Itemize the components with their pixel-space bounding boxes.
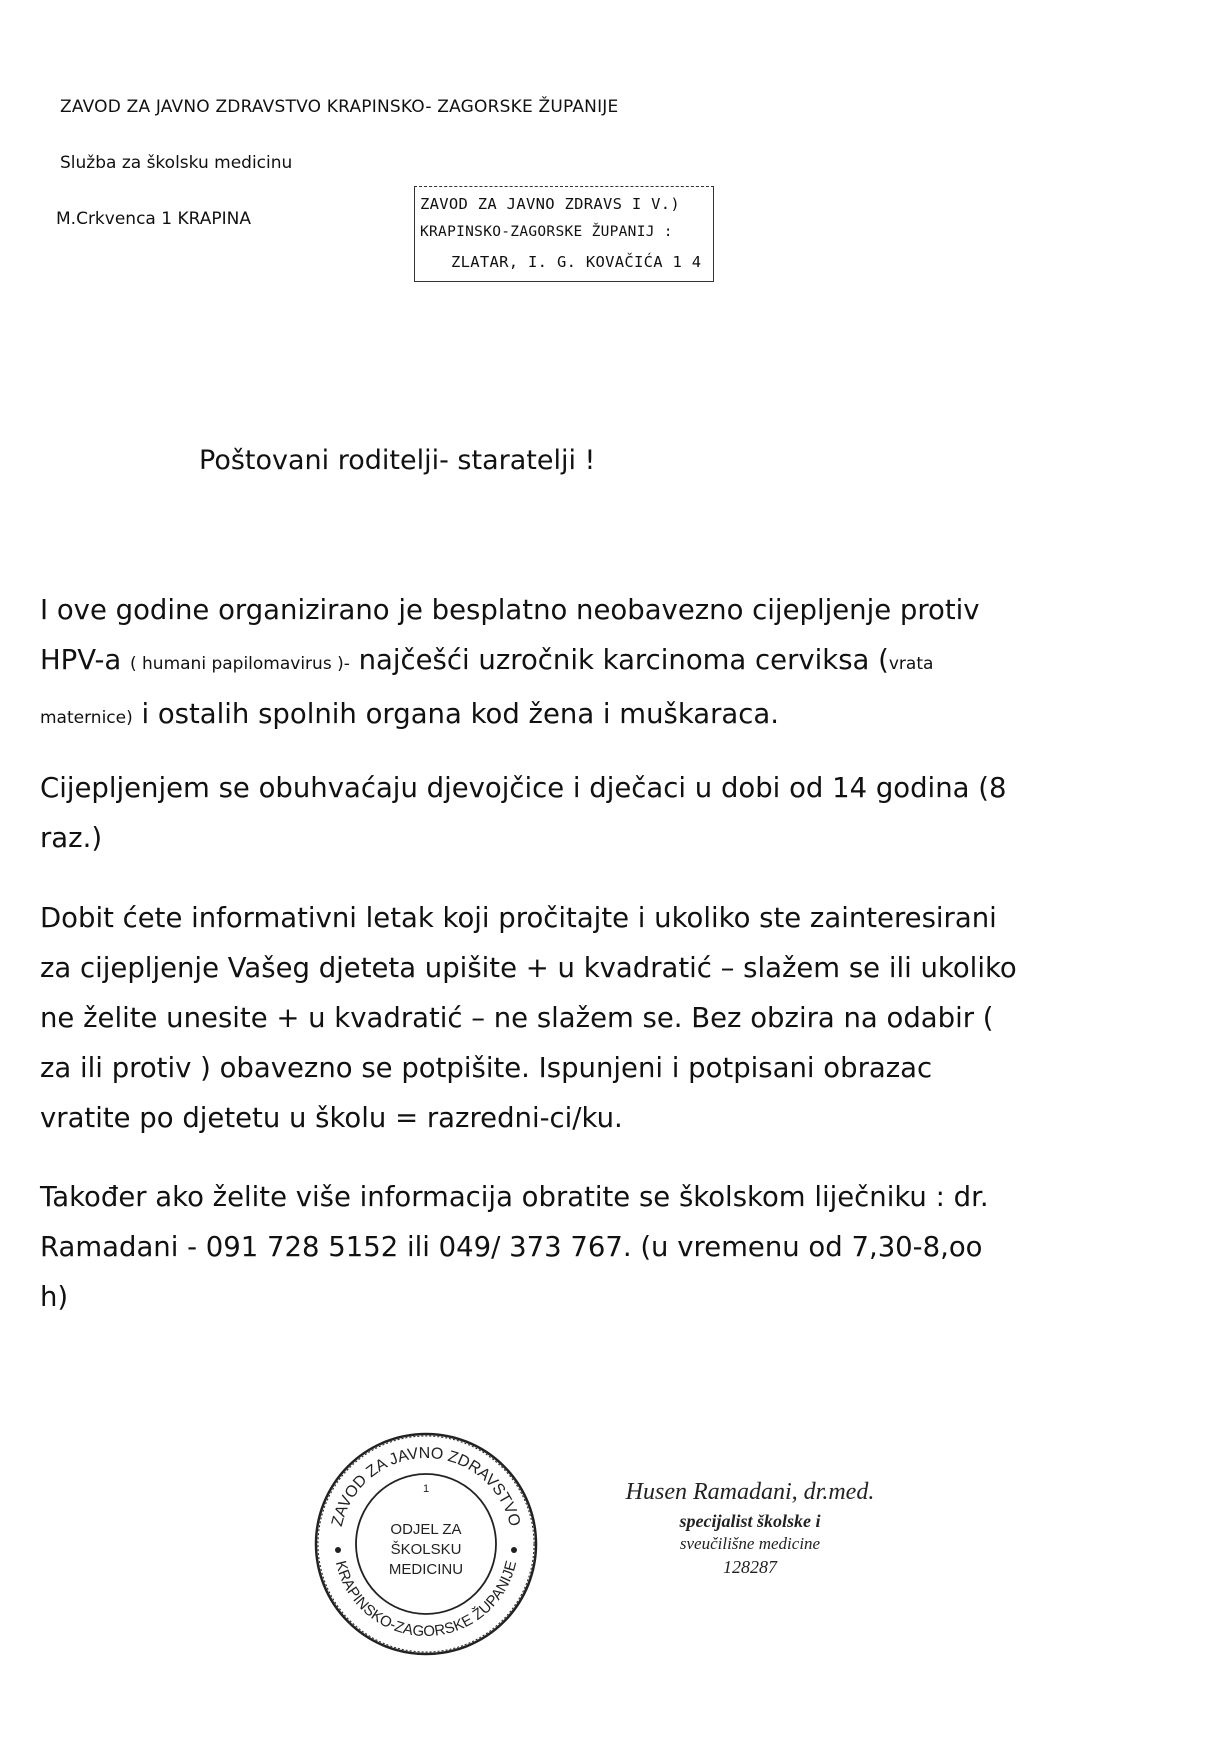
- paragraph-instructions: [40, 893, 1017, 1143]
- p2-line-1: Cijepljenjem se obuhvaćaju djevojčice i dječaci u dobi od 14 godina (8: [40, 772, 1007, 804]
- svg-text:MEDICINU: MEDICINU: [388, 1561, 464, 1578]
- institution-name: ZAVOD ZA JAVNO ZDRAVSTVO KRAPINSKO- ZAGORSKE ŽUPANIJE: [60, 97, 619, 117]
- paragraph-age-group: [40, 763, 1006, 863]
- svg-text:128287: 128287: [723, 1557, 777, 1577]
- svg-text:ZAVOD ZA JAVNO ZDRAVSTVO: ZAVOD ZA JAVNO ZDRAVSTVO: [328, 1444, 524, 1529]
- stamp-line-1: ZAVOD ZA JAVNO ZDRAVS I V.): [420, 195, 681, 213]
- p1-line-1: I ove godine organizirano je besplatno neobavezno cijepljenje protiv: [40, 594, 980, 626]
- p4-line-1: Također ako želite više informacija obratite se školskom liječniku : dr.: [40, 1181, 989, 1213]
- svg-text:ŠKOLSKU: ŠKOLSKU: [390, 1541, 462, 1558]
- stamp-line-3: ZLATAR, I. G. KOVAČIĆA 1 4: [451, 253, 702, 271]
- official-seal: [312, 1430, 540, 1658]
- p3-line-2: za cijepljenje Vašeg djeteta upišite + u kvadratić – slažem se ili ukoliko: [40, 952, 1017, 984]
- p4-line-3: h): [40, 1281, 69, 1313]
- stamp-line-2: KRAPINSKO-ZAGORSKE ŽUPANIJ :: [420, 224, 673, 240]
- svg-text:1: 1: [422, 1483, 430, 1495]
- p1-line-2: HPV-a ( humani papilomavirus )- najčešći uzročnik karcinoma cerviksa (vrata: [40, 644, 934, 676]
- doctor-signature-stamp: [620, 1471, 880, 1601]
- received-stamp: [414, 186, 714, 282]
- svg-text:Husen Ramadani, dr.med.: Husen Ramadani, dr.med.: [625, 1479, 875, 1505]
- service-name: Služba za školsku medicinu: [60, 153, 293, 173]
- address: M.Crkvenca 1 KRAPINA: [56, 209, 251, 229]
- svg-text:sveučilišne medicine: sveučilišne medicine: [679, 1534, 821, 1553]
- paragraph-contact: [40, 1172, 989, 1322]
- svg-text:ODJEL ZA: ODJEL ZA: [390, 1521, 462, 1538]
- p3-line-4: za ili protiv ) obavezno se potpišite. Ispunjeni i potpisani obrazac: [40, 1052, 933, 1084]
- svg-text:specijalist školske i: specijalist školske i: [679, 1511, 821, 1531]
- paragraph-vaccination: [40, 585, 980, 743]
- p1-line-3: maternice) i ostalih spolnih organa kod žena i muškaraca.: [40, 698, 779, 730]
- p3-line-1: Dobit ćete informativni letak koji pročitajte i ukoliko ste zainteresirani: [40, 902, 997, 934]
- p3-line-5: vratite po djetetu u školu = razredni-ci/ku.: [40, 1102, 623, 1134]
- greeting: Poštovani roditelji- staratelji !: [199, 445, 596, 476]
- svg-text:KRAPINSKO-ZAGORSKE ŽUPANIJE: KRAPINSKO-ZAGORSKE ŽUPANIJE: [331, 1559, 521, 1641]
- p4-line-2: Ramadani - 091 728 5152 ili 049/ 373 767. (u vremenu od 7,30-8,oo: [40, 1231, 983, 1263]
- p2-line-2: raz.): [40, 822, 103, 854]
- p3-line-3: ne želite unesite + u kvadratić – ne slažem se. Bez obzira na odabir (: [40, 1002, 994, 1034]
